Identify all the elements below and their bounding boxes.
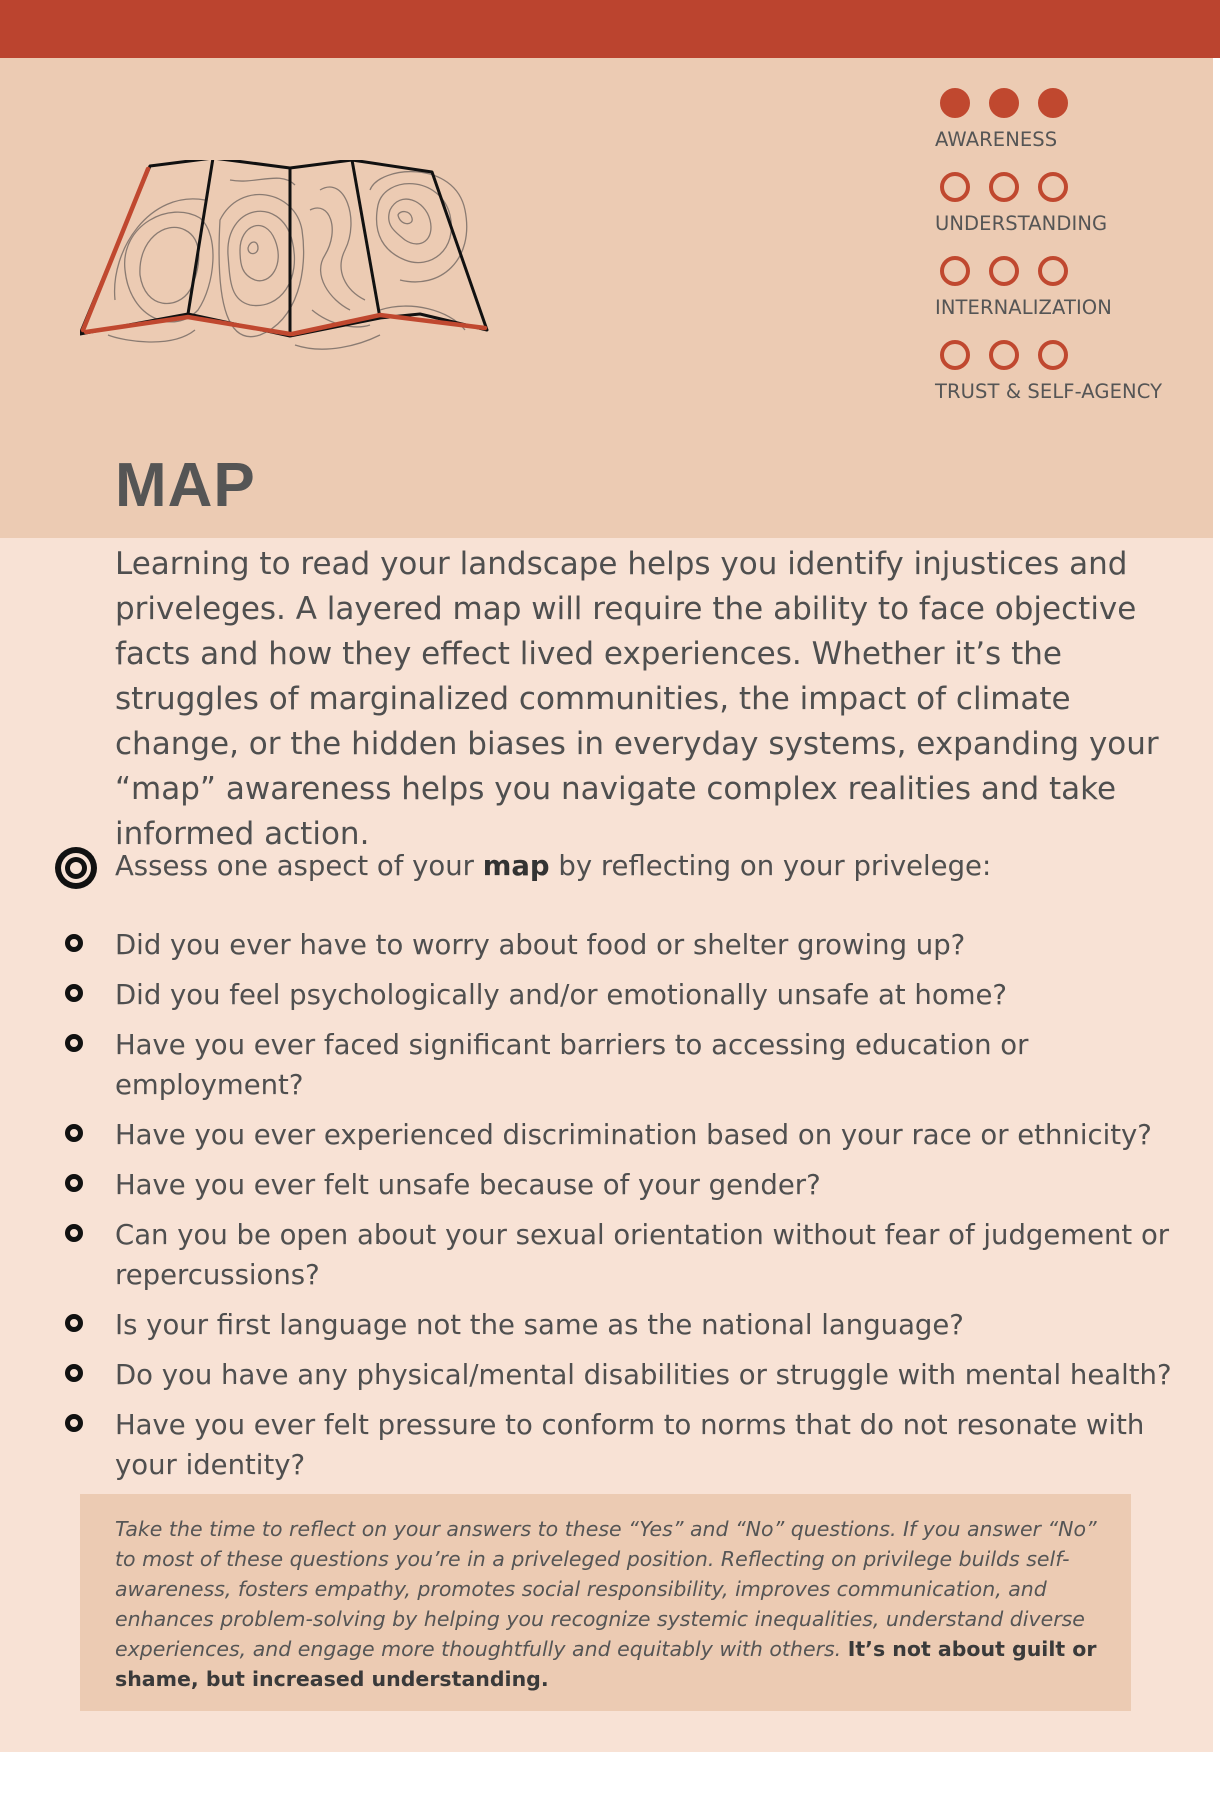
level-label: UNDERSTANDING <box>935 212 1108 235</box>
list-item <box>62 925 1182 965</box>
level-dot-empty <box>989 172 1019 202</box>
level-label: INTERNALIZATION <box>935 296 1112 319</box>
intro-paragraph: Learning to read your landscape helps you identify injustices and priveleges. A layered map will require the ability to face objective facts and how they effect lived experiences. Whether it’s the struggles of marginalized communities, the impact of climate change, or the hidden biases in everyday systems, expanding your “map” awareness helps you navigate complex realities and take informed action. <box>115 546 1159 852</box>
circle-bullet-icon <box>65 1174 83 1192</box>
level-dot-empty <box>989 256 1019 286</box>
question-text: Did you feel psychologically and/or emotionally unsafe at home? <box>115 979 1007 1011</box>
question-text: Have you ever felt unsafe because of your gender? <box>115 1169 821 1201</box>
prompt-text-before: Assess one aspect of your <box>115 850 483 882</box>
prompt-text-after: by reflecting on your privelege: <box>549 850 992 882</box>
question-text: Did you ever have to worry about food or shelter growing up? <box>115 929 966 961</box>
list-item <box>62 1355 1182 1395</box>
prompt-text-bold: map <box>482 850 550 882</box>
list-item <box>62 1305 1182 1345</box>
level-dot-empty <box>989 340 1019 370</box>
circle-bullet-icon <box>65 1224 83 1242</box>
level-internalization <box>935 256 1195 340</box>
level-trust-self-agency <box>935 340 1195 424</box>
level-dot-empty <box>940 172 970 202</box>
circle-bullet-icon <box>65 1034 83 1052</box>
level-label: AWARENESS <box>935 128 1058 151</box>
circle-bullet-icon <box>65 1314 83 1332</box>
list-item <box>62 1165 1182 1205</box>
level-dot-filled <box>1038 88 1068 118</box>
folded-map-icon <box>80 160 570 400</box>
note-bold-text: It’s not about guilt or shame, but increased understanding. <box>115 1637 1097 1691</box>
level-dot-empty <box>940 340 970 370</box>
level-dot-filled <box>940 88 970 118</box>
progress-levels <box>935 88 1195 424</box>
reflection-note <box>115 1514 1101 1694</box>
reflection-prompt <box>52 844 1152 892</box>
question-text: Have you ever faced significant barriers to accessing education or employment? <box>115 1029 1029 1101</box>
level-dot-filled <box>989 88 1019 118</box>
level-awareness <box>935 88 1195 172</box>
level-dot-empty <box>1038 256 1068 286</box>
question-text: Can you be open about your sexual orientation without fear of judgement or repercussions? <box>115 1219 1170 1291</box>
circle-bullet-icon <box>65 934 83 952</box>
list-item <box>62 1115 1182 1155</box>
circle-bullet-icon <box>65 1414 83 1432</box>
list-item <box>62 1215 1182 1295</box>
prompt-text <box>115 850 991 882</box>
list-item <box>62 1025 1182 1105</box>
list-item <box>62 975 1182 1015</box>
circle-bullet-icon <box>65 1364 83 1382</box>
top-accent-bar <box>0 0 1220 58</box>
question-text: Is your first language not the same as the national language? <box>115 1309 964 1341</box>
level-dot-empty <box>1038 172 1068 202</box>
note-italic-text: Take the time to reflect on your answers to these “Yes” and “No” questions. If you answer “No” to most of these questions you’re in a priveleged position. Reflecting on privilege builds self-awareness, fosters empathy, promotes social responsibility, improves communication, and enhances problem-solving by helping you recognize systemic inequalities, understand diverse experiences, and engage more thoughtfully and equitably with others. <box>115 1517 1097 1661</box>
question-list <box>62 925 1182 1485</box>
level-label: TRUST & SELF-AGENCY <box>935 380 1163 403</box>
question-text: Have you ever experienced discrimination based on your race or ethnicity? <box>115 1119 1152 1151</box>
question-text: Have you ever felt pressure to conform to norms that do not resonate with your identity? <box>115 1409 1145 1481</box>
page-title: MAP <box>115 451 256 520</box>
target-icon <box>52 844 100 892</box>
question-text: Do you have any physical/mental disabilities or struggle with mental health? <box>115 1359 1172 1391</box>
reflection-note-box <box>80 1494 1131 1711</box>
circle-bullet-icon <box>65 1124 83 1142</box>
list-item <box>62 1405 1182 1485</box>
level-dot-empty <box>1038 340 1068 370</box>
level-dot-empty <box>940 256 970 286</box>
circle-bullet-icon <box>65 984 83 1002</box>
level-understanding <box>935 172 1195 256</box>
